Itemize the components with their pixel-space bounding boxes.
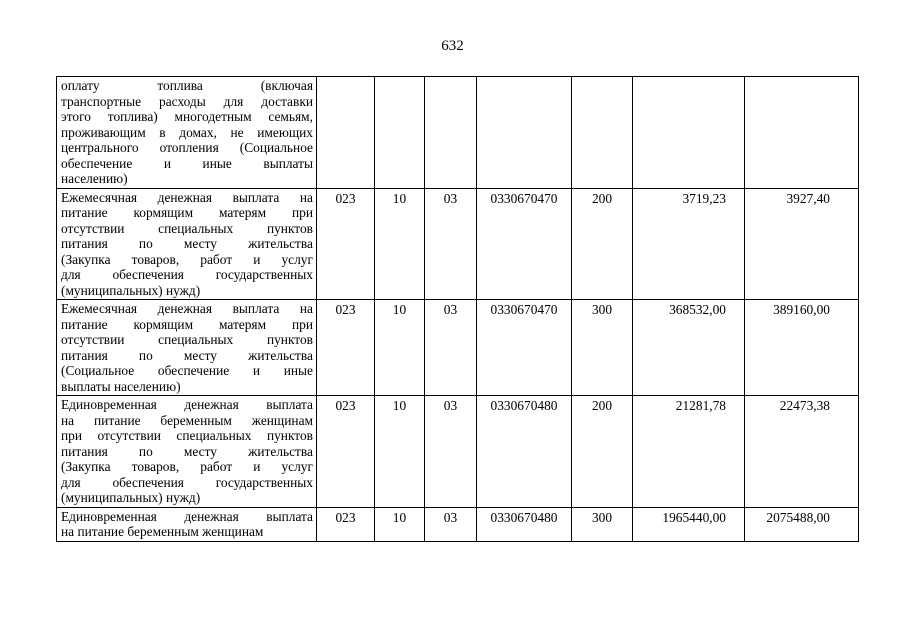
ministry-code-cell: 023: [317, 188, 375, 300]
description-line: отсутствии специальных пунктов: [61, 332, 313, 347]
description-line: центрального отопления (Социальное: [61, 140, 313, 155]
expense-type-cell: 300: [572, 300, 633, 396]
target-article-cell: 0330670480: [477, 507, 572, 541]
description-line: транспортные расходы для доставки: [61, 93, 313, 109]
target-article-cell: 0330670480: [477, 396, 572, 508]
target-article-cell: 0330670470: [477, 188, 572, 300]
description-line: для обеспечения государственных: [61, 267, 313, 282]
ministry-code-cell: [317, 77, 375, 189]
description-line: (муниципальных) нужд): [61, 282, 201, 298]
description-line: Единовременная денежная выплата: [61, 508, 313, 524]
expense-description: [57, 396, 317, 508]
expense-description: [57, 507, 317, 541]
expense-type-cell: [572, 77, 633, 189]
description-line: для обеспечения государственных: [61, 474, 313, 490]
amount-year-1-cell: 3719,23: [633, 188, 745, 300]
table-body: [57, 77, 859, 542]
ministry-code-cell: 023: [317, 396, 375, 508]
amount-year-1-cell: 1965440,00: [633, 507, 745, 541]
amount-year-2-cell: 22473,38: [745, 396, 859, 508]
description-line: Ежемесячная денежная выплата на: [61, 301, 313, 316]
description-line: выплаты населению): [61, 378, 181, 394]
expense-type-cell: 200: [572, 188, 633, 300]
amount-year-2-cell: [745, 77, 859, 189]
subsection-code-cell: 03: [425, 396, 477, 508]
page-number: 632: [441, 38, 464, 54]
budget-table: [56, 76, 859, 542]
section-code-cell: 10: [375, 396, 425, 508]
description-line: питание кормящим матерям при: [61, 205, 313, 220]
description-line: (муниципальных) нужд): [61, 490, 201, 505]
section-code-cell: 10: [375, 507, 425, 541]
subsection-code-cell: [425, 77, 477, 189]
amount-year-2-cell: 389160,00: [745, 300, 859, 396]
target-article-cell: [477, 77, 572, 189]
subsection-code-cell: 03: [425, 188, 477, 300]
section-code-cell: [375, 77, 425, 189]
description-line: (Закупка товаров, работ и услуг: [61, 459, 313, 474]
section-code-cell: 10: [375, 188, 425, 300]
amount-year-1-cell: [633, 77, 745, 189]
amount-year-2-cell: 2075488,00: [745, 507, 859, 541]
description-line: Ежемесячная денежная выплата на: [61, 189, 313, 205]
ministry-code-cell: 023: [317, 300, 375, 396]
target-article-cell: 0330670470: [477, 300, 572, 396]
description-line: населению): [61, 171, 128, 186]
expense-description: [57, 300, 317, 396]
description-line: питания по месту жительства: [61, 236, 313, 251]
amount-year-2-cell: 3927,40: [745, 188, 859, 300]
description-line: питание кормящим матерям при: [61, 316, 313, 332]
table-row: [57, 300, 859, 396]
subsection-code-cell: 03: [425, 507, 477, 541]
expense-description: [57, 77, 317, 189]
expense-type-cell: 300: [572, 507, 633, 541]
amount-year-1-cell: 368532,00: [633, 300, 745, 396]
description-line: оплату топлива (включая: [61, 78, 313, 93]
description-line: (Социальное обеспечение и иные: [61, 363, 313, 378]
description-line: отсутствии специальных пунктов: [61, 220, 313, 236]
description-line: Единовременная денежная выплата: [61, 397, 313, 412]
table-row: [57, 507, 859, 541]
description-line: (Закупка товаров, работ и услуг: [61, 251, 313, 267]
table-row: [57, 77, 859, 189]
section-code-cell: 10: [375, 300, 425, 396]
description-line: при отсутствии специальных пунктов: [61, 428, 313, 443]
description-line: на питание беременным женщинам: [61, 412, 313, 428]
amount-year-1-cell: 21281,78: [633, 396, 745, 508]
expense-type-cell: 200: [572, 396, 633, 508]
table-row: [57, 396, 859, 508]
description-line: питания по месту жительства: [61, 347, 313, 363]
table-row: [57, 188, 859, 300]
subsection-code-cell: 03: [425, 300, 477, 396]
expense-description: [57, 188, 317, 300]
description-line: этого топлива) многодетным семьям,: [61, 109, 313, 124]
description-line: питания по месту жительства: [61, 443, 313, 459]
description-line: проживающим в домах, не имеющих: [61, 124, 313, 140]
description-line: обеспечение и иные выплаты: [61, 155, 313, 171]
description-line: на питание беременным женщинам: [61, 524, 264, 539]
ministry-code-cell: 023: [317, 507, 375, 541]
